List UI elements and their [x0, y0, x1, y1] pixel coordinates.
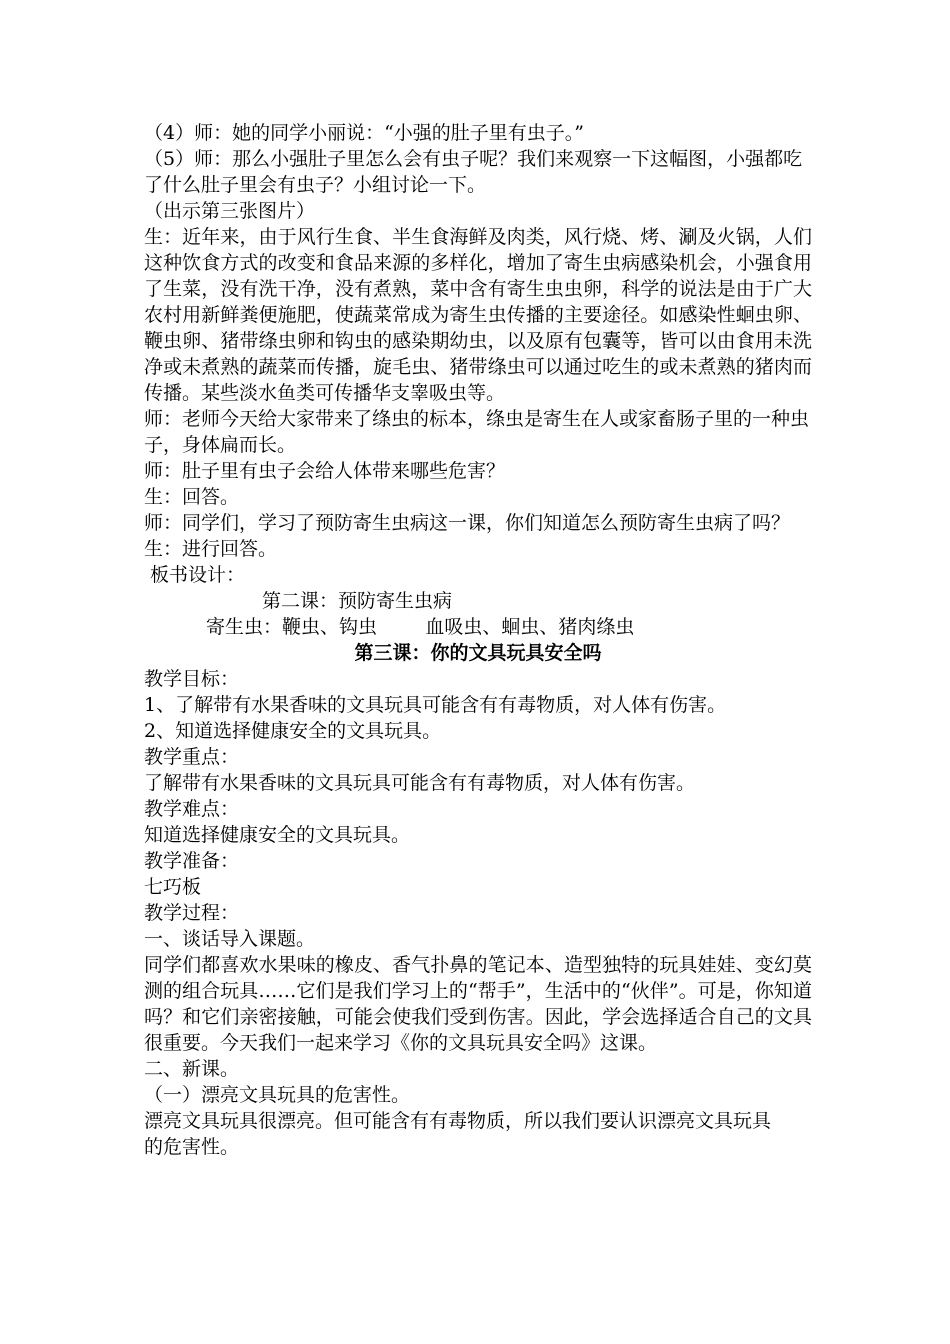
danger-paragraph-line1: 漂亮文具玩具很漂亮。但可能含有有毒物质，所以我们要认识漂亮文具玩具: [144, 1110, 772, 1132]
danger-paragraph-line2: 的危害性。: [144, 1136, 240, 1158]
paragraph-student-reply: 生：回答。: [144, 486, 240, 508]
paragraph-show-picture: （出示第三张图片）: [144, 200, 316, 222]
lesson-three-title: 第三课：你的文具玩具安全吗: [354, 642, 602, 664]
intro-paragraph: 同学们都喜欢水果味的橡皮、香气扑鼻的笔记本、造型独特的玩具娃娃、变幻莫测的组合玩具……它们是我们学习上的“帮手”，生活中的“伙伴”。可是，你知道吗？和它们亲密接触，可能会使我们受到伤害。因此，学会选择适合自己的文具很重要。今天我们一起来学习《你的文具玩具安全吗》这课。: [144, 954, 812, 1054]
teaching-focus-label: 教学重点：: [144, 746, 240, 768]
board-parasites-line: 寄生虫：鞭虫、钩虫 血吸虫、蛔虫、猪肉绦虫: [206, 616, 635, 638]
board-title-line: 第二课：预防寄生虫病: [262, 590, 453, 612]
teaching-prep-text: 七巧板: [144, 876, 202, 898]
paragraph-student-answer: 生：近年来，由于风行生食、半生食海鲜及肉类，风行烧、烤、涮及火锅，人们这种饮食方式的改变和食品来源的多样化，增加了寄生虫病感染机会，小强食用了生菜，没有洗干净，没有煮熟，菜中含有寄生虫虫卵，科学的说法是由于广大农村用新鲜粪便施肥，使蔬菜常成为寄生虫传播的主要途径。如感染性蛔虫卵、鞭虫卵、猪带绦虫卵和钩虫的感染期幼虫，以及原有包囊等，皆可以由食用未洗净或未煮熟的蔬菜而传播，旋毛虫、猪带绦虫可以通过吃生的或未煮熟的猪肉而传播。某些淡水鱼类可传播华支睾吸虫等。: [144, 226, 812, 404]
paragraph-student-respond: 生：进行回答。: [144, 538, 278, 560]
paragraph-teacher-4: （4）师：她的同学小丽说：“小强的肚子里有虫子。”: [144, 122, 585, 144]
teaching-difficulty-text: 知道选择健康安全的文具玩具。: [144, 824, 411, 846]
board-design-label: 板书设计：: [144, 564, 246, 586]
step-one-heading: 一、谈话导入课题。: [144, 928, 316, 950]
teaching-prep-label: 教学准备：: [144, 850, 240, 872]
paragraph-harm-question: 师：肚子里有虫子会给人体带来哪些危害？: [144, 460, 506, 482]
paragraph-teacher-5: （5）师：那么小强肚子里怎么会有虫子呢？我们来观察一下这幅图，小强都吃了什么肚子里会有虫子？小组讨论一下。: [144, 148, 803, 196]
teaching-process-label: 教学过程：: [144, 902, 240, 924]
paragraph-prevention-question: 师：同学们，学习了预防寄生虫病这一课，你们知道怎么预防寄生虫病了吗？: [144, 512, 791, 534]
paragraph-tapeworm-specimen: 师：老师今天给大家带来了绦虫的标本，绦虫是寄生在人或家畜肠子里的一种虫子，身体扁而长。: [144, 408, 810, 456]
teaching-focus-text: 了解带有水果香味的文具玩具可能含有有毒物质，对人体有伤害。: [144, 772, 696, 794]
teaching-difficulty-label: 教学难点：: [144, 798, 240, 820]
teaching-goals-label: 教学目标：: [144, 668, 240, 690]
subsection-one-heading: （一）漂亮文具玩具的危害性。: [144, 1084, 411, 1106]
document-page: [144, 120, 812, 1160]
step-two-heading: 二、新课。: [144, 1058, 240, 1080]
teaching-goal-1: 1、了解带有水果香味的文具玩具可能含有有毒物质，对人体有伤害。: [144, 694, 727, 716]
teaching-goal-2: 2、知道选择健康安全的文具玩具。: [144, 720, 442, 742]
